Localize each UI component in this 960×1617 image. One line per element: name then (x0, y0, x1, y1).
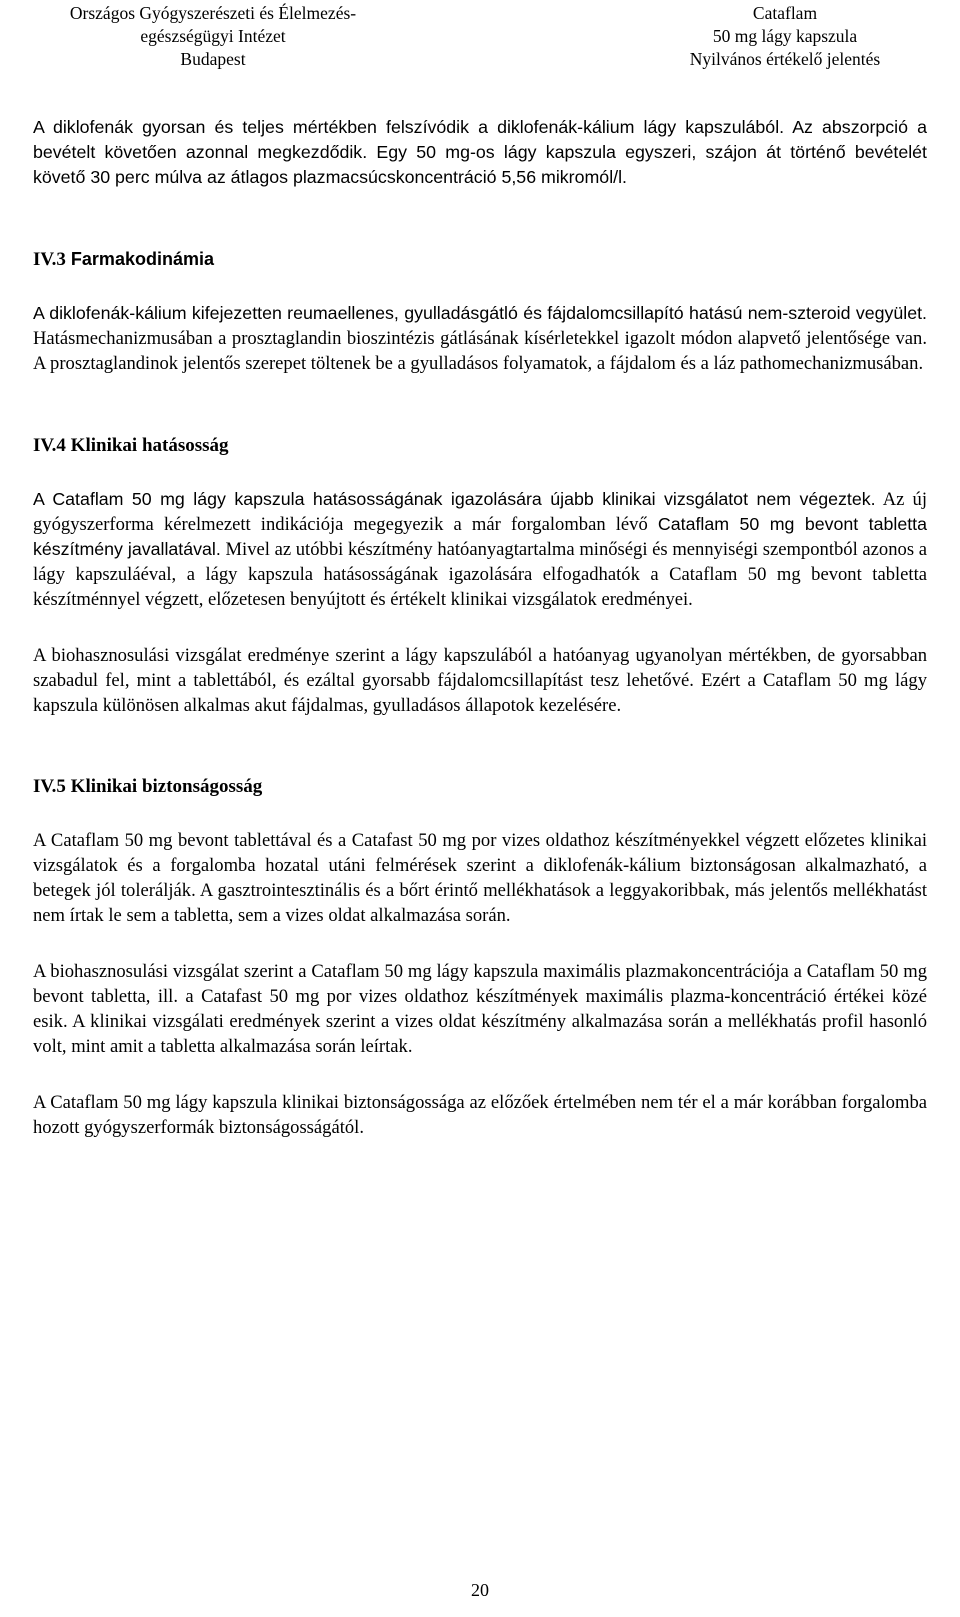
intro-paragraph: A diklofenák gyorsan és teljes mértékben felszívódik a diklofenák-kálium lágy kapszulából. Az abszorpció a bevételt követően azonnal megkezdődik. Egy 50 mg-os lágy kapszula egyszeri, szájon át történő bevételét követő 30 perc múlva az átlagos plazmacsúcskoncentráció 5,56 mikromól/l. (33, 117, 927, 187)
section-paragraph (33, 487, 927, 612)
section-title: Klinikai hatásosság (65, 435, 229, 456)
section-paragraph (33, 301, 927, 376)
section-farmakodinamia (33, 247, 927, 376)
header-agency-line-3: Budapest (180, 49, 246, 69)
paragraph-serif-part: Az új gyógyszerforma kérelmezett indikációja megegyezik a már forgalomban lévő (33, 489, 928, 535)
section-paragraph: A biohasznosulási vizsgálat eredménye szerint a lágy kapszulából a hatóanyag ugyanolyan mértékben, de gyorsabban szabadul fel, mint a tablettából, és ezáltal gyorsabb fájdalomcsillapítást tesz lehetővé. Ezért a Cataflam 50 mg lágy kapszula különösen alkalmas akut fájdalmas, gyulladásos állapotok kezelésére. (33, 645, 927, 716)
header-product (620, 2, 950, 71)
section-heading (33, 433, 927, 458)
section-title: Klinikai biztonságosság (65, 776, 263, 797)
page-number: 20 (471, 1580, 489, 1600)
paragraph-serif-part: Hatásmechanizmusában a prosztaglandin bioszintézis gátlásának kísérletekkel igazolt módon alapvető jelentősége van. A prosztaglandinok jelentős szerepet töltenek be a gyulladásos folyamatok, a fájdalom és a láz pathomechanizmusában. (33, 328, 927, 374)
document-body (33, 115, 927, 1140)
section-paragraph: A Cataflam 50 mg lágy kapszula klinikai biztonságossága az előzőek értelmében nem tér el a már korábban forgalomba hozott gyógyszerformák biztonságosságától. (33, 1092, 927, 1138)
paragraph-serif-part: Mivel az utóbbi készítmény hatóanyagtartalma minőségi és mennyiségi szempontból azonos a lágy kapszuláéval, a lágy kapszula hatásosságának igazolására elfogadhatók a Cataflam 50 mg bevont tabletta készítménnyel végzett, előzetesen benyújtott és értékelt klinikai vizsgálatok eredményei. (33, 539, 927, 610)
page-header (0, 2, 960, 80)
header-agency-line-1: Országos Gyógyszerészeti és Élelmezés- (69, 3, 357, 23)
section-number: IV.5 (33, 776, 66, 797)
paragraph-sans-part: Cataflam 50 mg bevont tabletta készítmény javallatával. (33, 514, 927, 559)
header-agency-line-2: egészségügyi Intézet (140, 26, 286, 46)
section-paragraph: A biohasznosulási vizsgálat szerint a Cataflam 50 mg lágy kapszula maximális plazmakoncentrációja a Cataflam 50 mg bevont tabletta, ill. a Catafast 50 mg por vizes oldathoz készítmények maximális plazma-koncentráció értékei közé esik. A klinikai vizsgálati eredmények szerint a vizes oldat készítmény alkalmazása során a mellékhatás profil hasonló volt, mint amit a tabletta alkalmazása során leírtak. (33, 961, 927, 1057)
paragraph-sans-part: A Cataflam 50 mg lágy kapszula hatásosságának igazolására újabb klinikai vizsgálatot nem végeztek. (33, 489, 876, 509)
section-heading (33, 247, 927, 272)
section-number: IV.3 (33, 249, 66, 270)
section-heading (33, 774, 927, 799)
header-report-type: Nyilvános értékelő jelentés (689, 49, 881, 69)
section-number: IV.4 (33, 435, 66, 456)
header-product-name: Cataflam (752, 3, 818, 23)
section-paragraph: A Cataflam 50 mg bevont tablettával és a Catafast 50 mg por vizes oldathoz készítményekkel végzett előzetes klinikai vizsgálatok és a forgalomba hozatal utáni felmérések szerint a diklofenák-kálium biztonságosan alkalmazható, a betegek jól tolerálják. A gasztrointesztinális és a bőrt érintő mellékhatások a leggyakoribbak, más jelentős mellékhatást nem írtak le sem a tabletta, sem a vizes oldat alkalmazása során. (33, 830, 927, 926)
section-klinikai-biztonsagossag (33, 774, 927, 1140)
header-agency (3, 2, 423, 71)
section-klinikai-hatasossag (33, 433, 927, 718)
section-title: Farmakodinámia (65, 249, 214, 269)
header-product-strength: 50 mg lágy kapszula (712, 26, 858, 46)
paragraph-sans-part: A diklofenák-kálium kifejezetten reumaellenes, gyulladásgátló és fájdalomcsillapító hatású nem-szteroid vegyület. (33, 303, 927, 323)
